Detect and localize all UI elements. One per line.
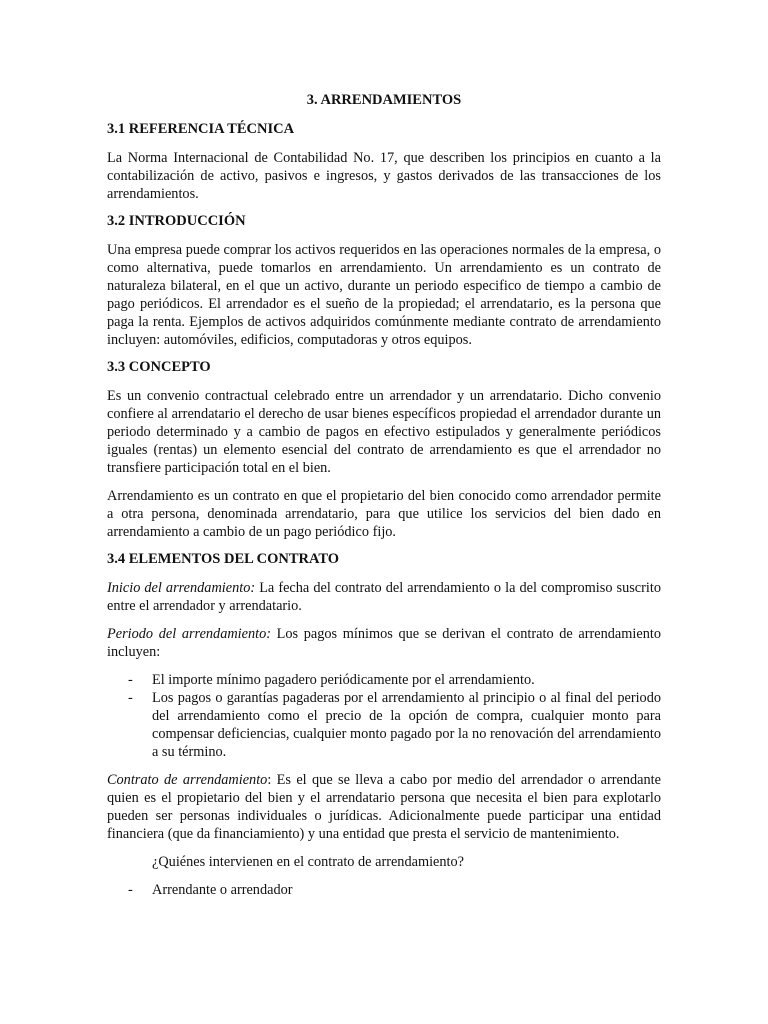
section-heading-3-1: 3.1 REFERENCIA TÉCNICA [107,121,295,137]
term-text: : Es el que se lleva a cabo por medio del arrendador o arrendante quien es el propietario del bien y el arrendatario persona que necesita el bien para explotarlo pueden ser personas individuales o jurídicas. Adicionalmente puede participar una entidad financiera (que da financiamiento) y una entidad que presta el servicio de mantenimiento. [107,772,661,842]
paragraph: Es un convenio contractual celebrado entre un arrendador y un arrendatario. Dicho convenio confiere al arrendatario el derecho de usar bienes específicos propiedad el arrendador durante un periodo determinado y a cambio de pagos en efectivo estipulados y generalmente periódicos iguales (rentas) un elemento esencial del contrato de arrendamiento es que el arrendador no transfiere participación total en el bien. [107,388,661,476]
list-item: - El importe mínimo pagadero periódicamente por el arrendamiento. [128,672,535,688]
parties-list [107,881,661,899]
list-item: - Los pagos o garantías pagaderas por el arrendamiento al principio o al final del periodo del arrendamiento como el precio de la opción de compra, cualquier monto para compensar deficiencias, cualquier monto pagado por la no renovación del arrendamiento a su término. [128,690,661,760]
dash-bullet: - [128,672,133,688]
paragraph-contrato [107,771,661,843]
term-text: La fecha del contrato del arrendamiento o la del compromiso suscrito entre el arrendador y arrendatario. [107,580,661,614]
paragraph: La Norma Internacional de Contabilidad No. 17, que describen los principios en cuanto a la contabilización de activo, pasivos e ingresos, y gastos derivados de las transacciones de los arrendamientos. [107,150,661,202]
section-heading-3-4: 3.4 ELEMENTOS DEL CONTRATO [107,551,340,567]
dash-bullet: - [128,882,133,898]
term-label: Contrato de arrendamiento [107,772,268,788]
paragraph: Arrendamiento es un contrato en que el propietario del bien conocido como arrendador permite a otra persona, denominada arrendatario, para que utilice los servicios del bien dado en arrendamiento a cambio de un pago periódico fijo. [107,488,661,540]
section-heading-3-3: 3.3 CONCEPTO [107,359,211,375]
question-line: ¿Quiénes intervienen en el contrato de arrendamiento? [152,854,465,870]
section-heading-3-2: 3.2 INTRODUCCIÓN [107,213,246,229]
payment-list [107,671,661,761]
list-item: - Arrendante o arrendador [128,882,293,898]
page-title: 3. ARRENDAMIENTOS [306,92,462,108]
paragraph: Una empresa puede comprar los activos requeridos en las operaciones normales de la empresa, o como alternativa, puede tomarlos en arrendamiento. Un arrendamiento es un contrato de naturaleza bilateral, en el que un activo, durante un periodo especifico de tiempo a cambio de pago periódicos. El arrendador es el sueño de la propiedad; el arrendatario, es la persona que paga la renta. Ejemplos de activos adquiridos comúnmente mediante contrato de arrendamiento incluyen: automóviles, edificios, computadoras y otros equipos. [107,242,661,348]
term-label: Inicio del arrendamiento: [107,580,256,596]
term-text: Los pagos mínimos que se derivan el contrato de arrendamiento incluyen: [107,626,661,660]
dash-bullet: - [128,690,133,706]
paragraph-inicio [107,579,661,615]
paragraph-periodo [107,625,661,661]
term-label: Periodo del arrendamiento: [107,626,272,642]
